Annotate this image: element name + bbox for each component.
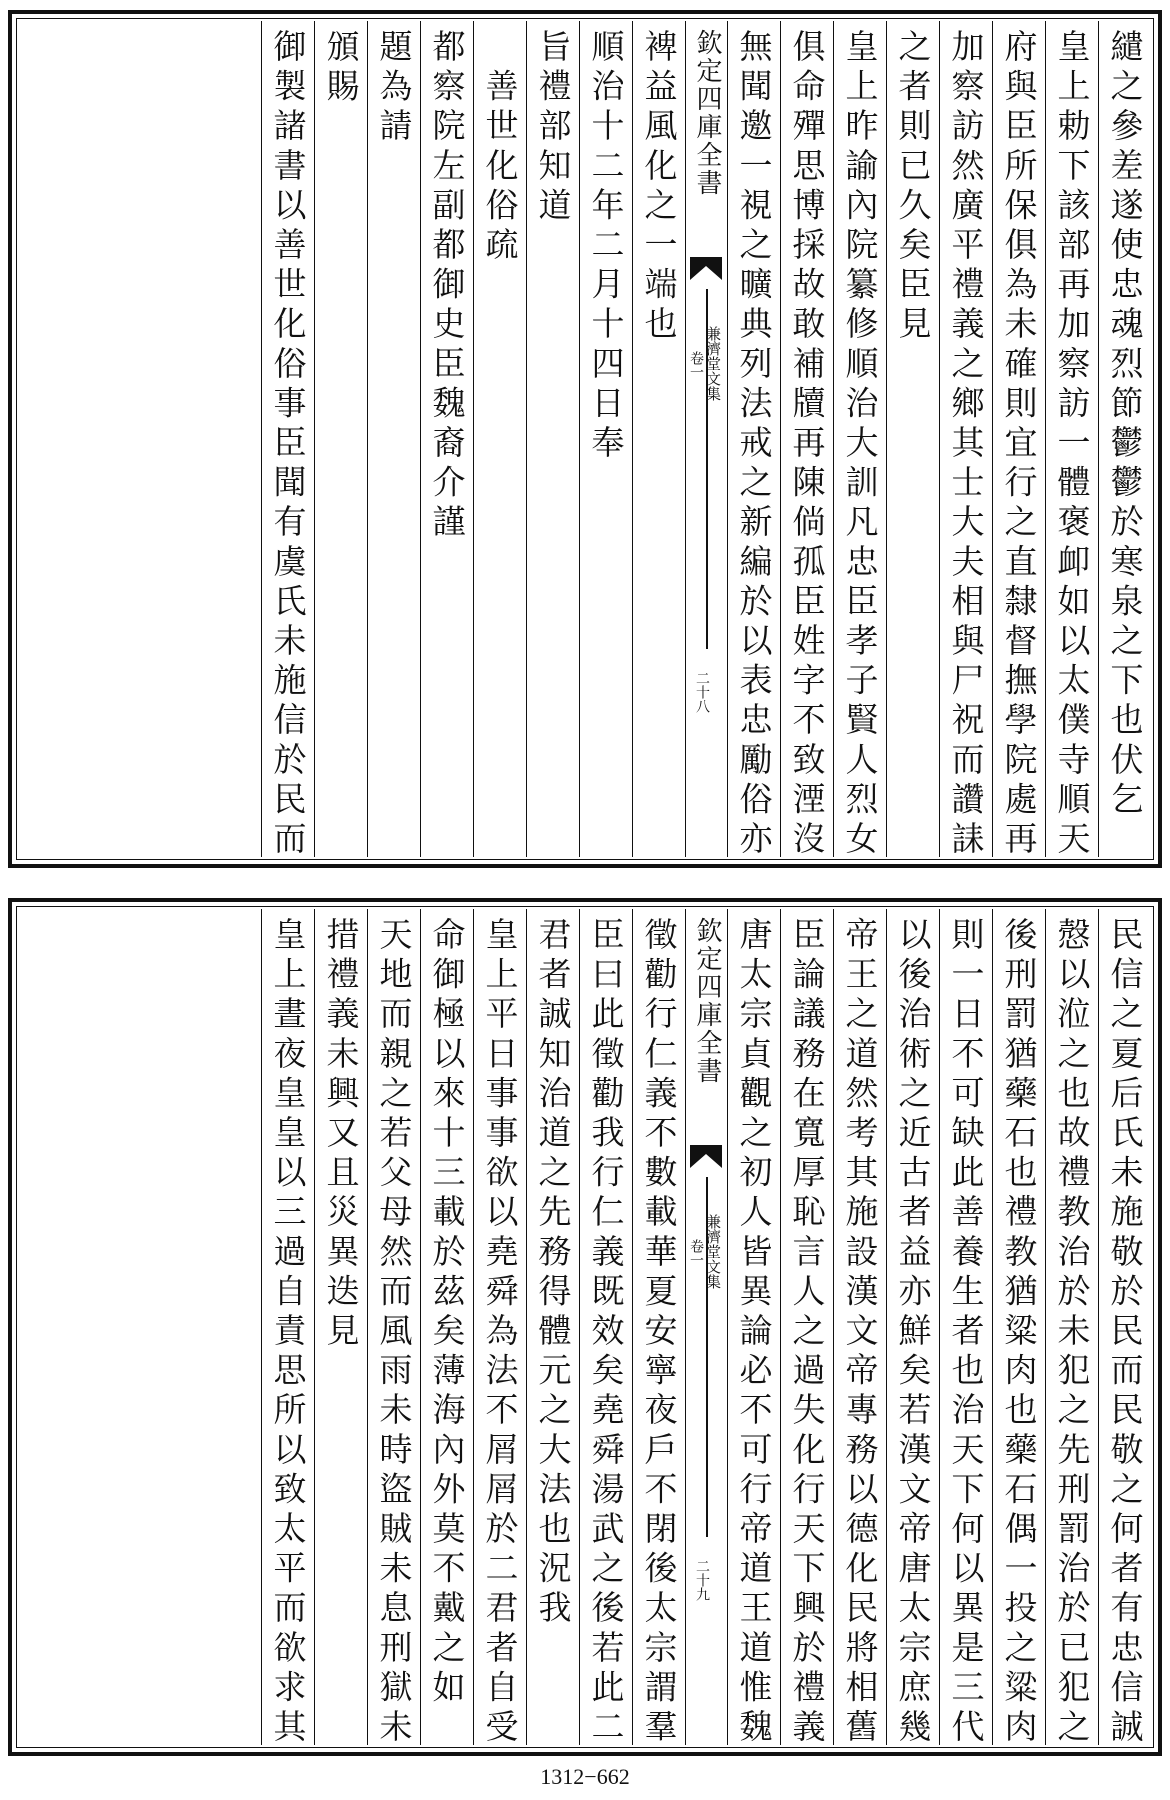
column-text: 命御極以來十三載於茲矣薄海內外莫不戴之如 bbox=[427, 917, 467, 1709]
text-column bbox=[780, 909, 833, 1749]
text-column bbox=[1045, 909, 1098, 1749]
text-column bbox=[579, 21, 632, 857]
text-column bbox=[526, 21, 579, 857]
text-column bbox=[992, 909, 1045, 1749]
text-column bbox=[886, 21, 939, 857]
center-page-number: 二十八 bbox=[694, 671, 710, 713]
column-text: 順治十二年二月十四日奉 bbox=[586, 29, 626, 465]
column-text: 帝王之道然考其施設漢文帝專務以德化民將相舊 bbox=[840, 917, 880, 1749]
text-column bbox=[261, 909, 314, 1749]
column-text: 臣曰此徵勸我行仁義既效矣堯舜湯武之後若此二 bbox=[586, 917, 626, 1749]
text-column bbox=[886, 909, 939, 1749]
text-column bbox=[1045, 21, 1098, 861]
text-column bbox=[314, 909, 367, 1745]
column-text: 以後治術之近古者益亦鮮矣若漢文帝唐太宗庶幾 bbox=[893, 917, 933, 1749]
center-collection-title: 兼濟堂文集 bbox=[704, 326, 722, 401]
text-column bbox=[420, 21, 473, 857]
column-text: 之者則已久矣臣見 bbox=[893, 29, 933, 346]
column-text: 都察院左副都御史臣魏裔介謹 bbox=[427, 29, 467, 544]
text-column bbox=[992, 21, 1045, 861]
column-text: 旨禮部知道 bbox=[533, 29, 573, 227]
column-text: 天地而親之若父母然而風雨未時盜賊未息刑獄未 bbox=[374, 917, 414, 1749]
text-column bbox=[833, 21, 886, 861]
text-column bbox=[261, 21, 314, 861]
column-text: 後刑罰猶藥石也禮教猶粱肉也藥石偶一投之粱肉 bbox=[999, 917, 1039, 1749]
column-text: 措禮義未興又且災異迭見 bbox=[321, 917, 361, 1353]
column-text: 無聞邀一視之曠典列法戒之新編於以表忠勵俗亦 bbox=[734, 29, 774, 861]
lower-page-columns bbox=[19, 909, 1151, 1749]
text-column bbox=[632, 909, 685, 1749]
text-column bbox=[526, 909, 579, 1745]
text-column bbox=[727, 21, 780, 861]
text-column bbox=[367, 909, 420, 1749]
column-text: 頒賜 bbox=[321, 29, 361, 109]
column-text: 加察訪然廣平禮義之鄉其士大夫相與尸祝而讚誄 bbox=[946, 29, 986, 861]
text-column bbox=[632, 21, 685, 857]
column-text: 臣論議務在寬厚恥言人之過失化行天下興於禮義 bbox=[787, 917, 827, 1749]
column-text: 皇上昨諭內院纂修順治大訓凡忠臣孝子賢人烈女 bbox=[840, 29, 880, 861]
text-column bbox=[1098, 909, 1151, 1749]
column-text: 善世化俗疏 bbox=[480, 29, 520, 267]
lower-page bbox=[8, 898, 1162, 1756]
center-collection-title: 兼濟堂文集 bbox=[704, 1214, 722, 1289]
column-text: 御製諸書以善世化俗事臣聞有虞氏未施信於民而 bbox=[268, 29, 308, 861]
text-column bbox=[833, 909, 886, 1749]
text-column bbox=[939, 21, 992, 861]
center-book-series-title: 欽定四庫全書 bbox=[692, 917, 722, 1085]
column-text: 民信之夏后氏未施敬於民而民敬之何者有忠信誠 bbox=[1105, 917, 1145, 1749]
text-column bbox=[939, 909, 992, 1749]
text-column bbox=[1098, 21, 1151, 857]
column-text: 裨益風化之一端也 bbox=[639, 29, 679, 346]
fishtail-mark-icon bbox=[689, 255, 723, 281]
column-text: 君者誠知治道之先務得體元之大法也況我 bbox=[533, 917, 573, 1630]
text-column bbox=[473, 21, 526, 857]
column-text: 繾之參差遂使忠魂烈節鬱鬱於寒泉之下也伏乞 bbox=[1105, 29, 1145, 821]
text-column bbox=[420, 909, 473, 1745]
column-text: 皇上勅下該部再加察訪一體褒卹如以太僕寺順天 bbox=[1052, 29, 1092, 861]
center-volume-label: 卷一 bbox=[688, 351, 704, 379]
column-text: 唐太宗貞觀之初人皆異論必不可行帝道王道惟魏 bbox=[734, 917, 774, 1749]
text-column bbox=[314, 21, 367, 857]
text-column bbox=[780, 21, 833, 861]
column-text: 府與臣所保俱為未確則宜行之直隸督撫學院處再 bbox=[999, 29, 1039, 861]
upper-page bbox=[8, 10, 1162, 868]
center-fold-column bbox=[685, 909, 727, 1745]
column-text: 俱命殫思博採故敢補牘再陳倘孤臣姓字不致湮沒 bbox=[787, 29, 827, 861]
column-text: 皇上平日事事欲以堯舜為法不屑屑於二君者自受 bbox=[480, 917, 520, 1749]
text-column bbox=[473, 909, 526, 1749]
center-volume-label: 卷一 bbox=[688, 1239, 704, 1267]
column-text: 題為請 bbox=[374, 29, 414, 148]
center-book-series-title: 欽定四庫全書 bbox=[692, 29, 722, 197]
text-column bbox=[727, 909, 780, 1749]
column-text: 徵勸行仁義不數載華夏安寧夜戶不閉後太宗謂羣 bbox=[639, 917, 679, 1749]
fishtail-mark-icon bbox=[689, 1143, 723, 1169]
text-column bbox=[367, 21, 420, 857]
page-footer-number: 1312−662 bbox=[540, 1764, 630, 1789]
center-fold-column bbox=[685, 21, 727, 857]
center-page-number: 二十九 bbox=[694, 1559, 710, 1601]
text-column bbox=[579, 909, 632, 1749]
column-text: 慤以涖之也故禮教治於未犯之先刑罰治於已犯之 bbox=[1052, 917, 1092, 1749]
column-text: 皇上晝夜皇皇以三過自責思所以致太平而欲求其 bbox=[268, 917, 308, 1749]
column-text: 則一日不可缺此善養生者也治天下何以異是三代 bbox=[946, 917, 986, 1749]
upper-page-columns bbox=[19, 21, 1151, 861]
